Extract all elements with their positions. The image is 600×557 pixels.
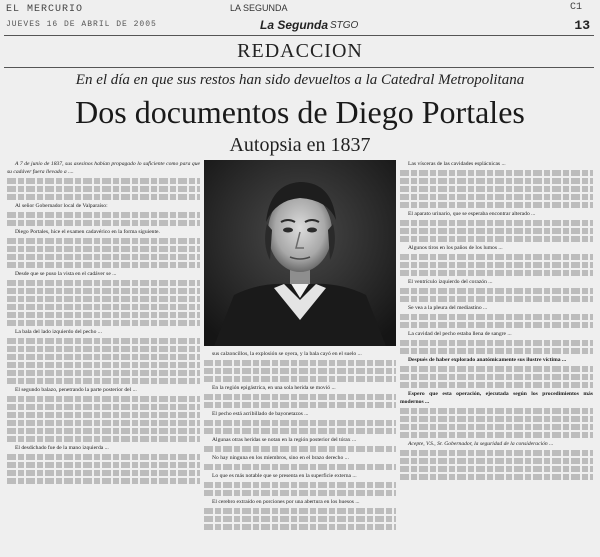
paragraph: Al señor Gobernador local de Valparaíso: (15, 203, 108, 209)
paragraph: sus calzoncillos, la explosión se oyera, y la bala cayó en el suelo ... (212, 351, 362, 357)
paragraph: Algunos tiros en los paños de los lumos ... (408, 245, 503, 251)
article-column-left (7, 160, 200, 555)
section-heading: REDACCION (237, 40, 363, 62)
kicker: En el día en que sus restos han sido devueltos a la Catedral Metropolitana (75, 72, 525, 88)
paragraph: El pecho está acribillado de bayonetazos ... (212, 411, 309, 417)
paragraph: No hay ninguna en los miembros, sino en el brazo derecho ... (212, 455, 349, 461)
paragraph: Lo que es más notable que se presenta en la superficie externa ... (212, 473, 357, 479)
masthead-date: JUEVES 16 DE ABRIL DE 2005 (6, 20, 157, 29)
article-column-middle (204, 350, 396, 555)
portrait-photo (204, 160, 396, 346)
paragraph: El segundo balazo, penetrando la parte posterior del ... (15, 387, 137, 393)
paragraph: Desde que se puso la vista en el cadáver se ... (15, 271, 117, 277)
top-rule (4, 35, 594, 36)
paragraph: Algunas otras heridas se notan en la región posterior del tórax ... (212, 437, 357, 443)
paragraph: Espero que esta operación, ejecutada según los procedimientos más modernos ... (400, 391, 593, 405)
masthead-issue: STGO (330, 20, 359, 31)
masthead-newspaper-name: EL MERCURIO (6, 4, 84, 15)
masthead-brand: La Segunda (260, 18, 329, 32)
paragraph: El ventrículo izquierdo del corazón ... (408, 279, 493, 285)
paragraph: El cerebro extraído en porciones por una abertura en los huesos ... (212, 499, 360, 505)
paragraph: El aparato urinario, que se esperaba encontrar alterado ... (408, 211, 536, 217)
paragraph: Se vea a la pleura del mediastino ... (408, 305, 488, 311)
page-number: 13 (574, 18, 590, 33)
paragraph: A 7 de junio de 1837, sus asesinos habían propagado lo suficiente como para que su cadáver fuera llevado a .... (7, 161, 200, 175)
portrait-image (204, 160, 396, 346)
paragraph: Acepte, V.S., Sr. Gobernador, la seguridad de la consideración ... (408, 441, 554, 447)
paragraph: Las vísceras de las cavidades esplácnicas ... (408, 161, 506, 167)
subheadline: Autopsia en 1837 (229, 134, 371, 156)
paragraph: Diego Portales, hice el examen cadavérico en la forma siguiente. (15, 229, 160, 235)
paragraph: La bala del lado izquierdo del pecho ... (15, 329, 102, 335)
paragraph: Después de haber explorado anatómicamente sus ilustre víctima ... (408, 357, 567, 363)
masthead (0, 0, 600, 36)
paragraph: En la región epigástrica, en una sola herida se movió ... (212, 385, 336, 391)
paragraph: El desdichado fue de la mano izquierda ... (15, 445, 109, 451)
headline: Dos documentos de Diego Portales (75, 94, 525, 130)
article-column-right (400, 160, 593, 555)
paragraph: La cavidad del pecho estaba llena de sangre ... (408, 331, 512, 337)
masthead-section-top: LA SEGUNDA (230, 3, 288, 13)
masthead-page-code: C1 (569, 2, 582, 13)
section-rule (4, 67, 594, 68)
